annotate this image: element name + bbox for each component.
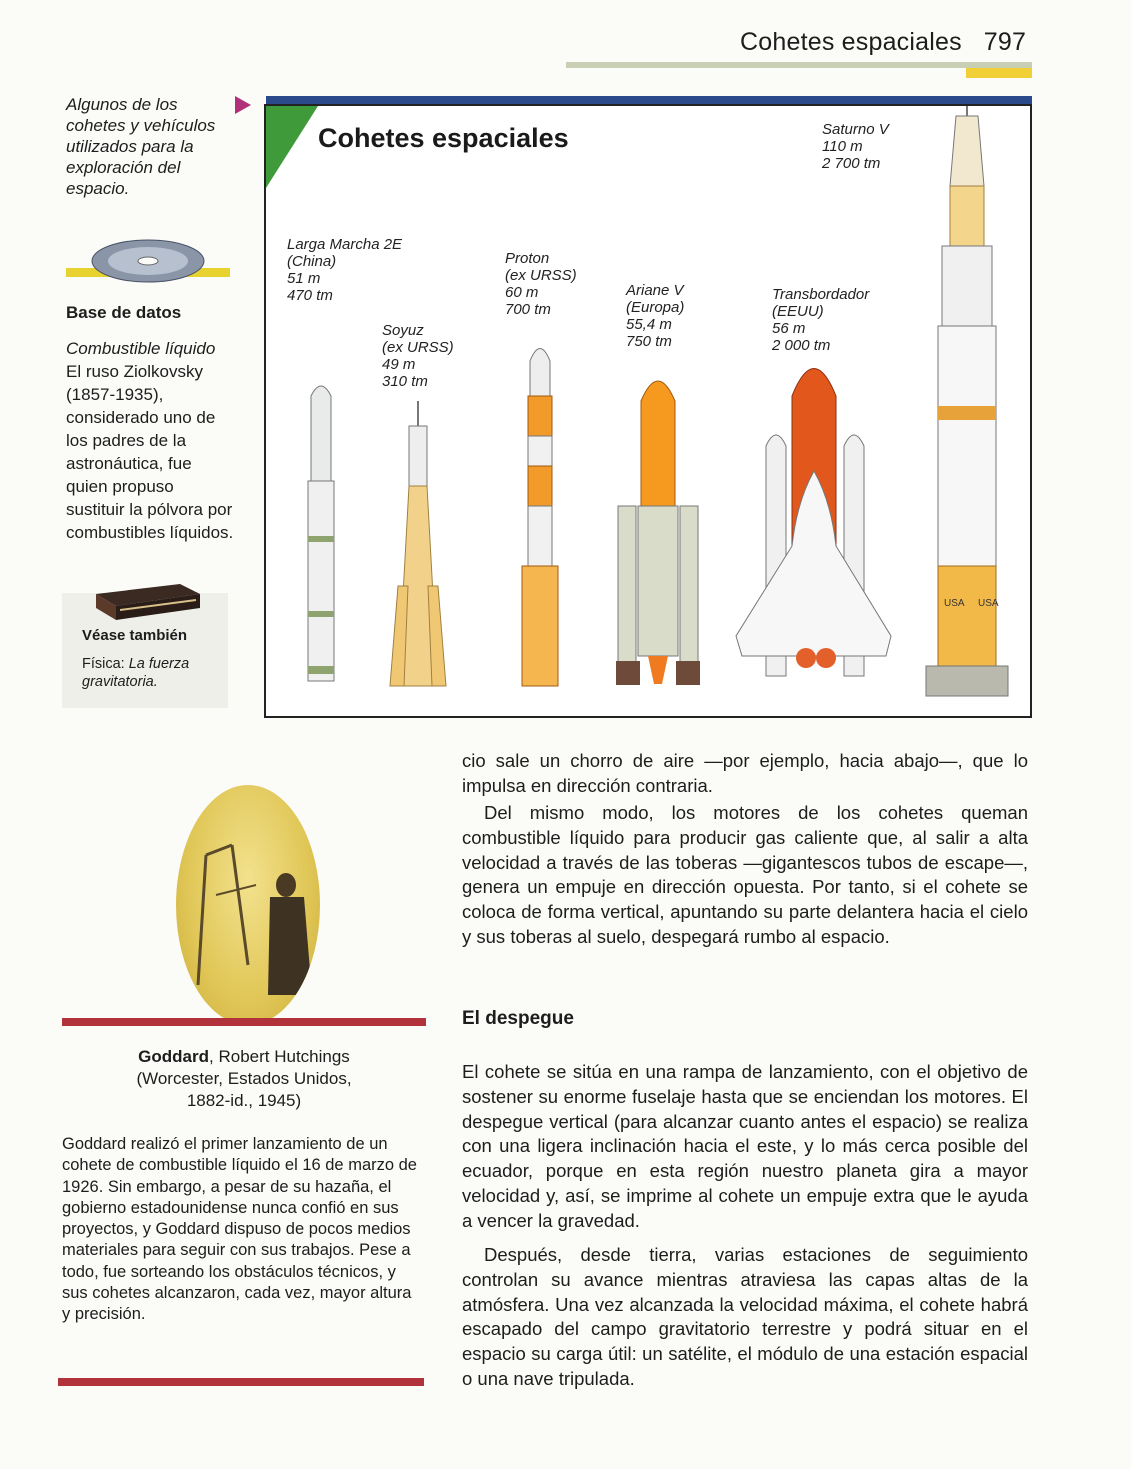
database-lead: Combustible líquido — [66, 339, 216, 358]
figure-top-rule — [266, 96, 1032, 104]
paragraph-4: Después, desde tierra, varias estaciones de seguimiento controlan su avance mientras atraviesa las capas altas de la atmósfera. Una vez alcanzada la velocidad máxima, el cohete habrá escapado del campo gravitatorio terrestre y podrá situar en el espacio su carga útil: un satélite, el módulo de una estación espacial o una nave tripulada. — [462, 1244, 1028, 1389]
goddard-portrait — [176, 785, 320, 1025]
figure-caption: Algunos de los cohetes y vehículos utilizados para la exploración del espacio. — [66, 95, 216, 198]
header-accent-rule — [966, 68, 1032, 78]
portrait-rule — [62, 1018, 426, 1026]
rocket-illustration — [266, 106, 1030, 716]
goddard-text: Goddard realizó el primer lanzamiento de un cohete de combustible líquido el 16 de marzo de 1926. Sin embargo, a pesar de su hazaña, el gobierno estadounidense nunca confió en sus proyectos, y Goddard dispuso de pocos medios materiales para seguir con sus trabajos. Pese a todo, fue sorteando los obstáculos técnicos, y sus cohetes alcanzaron, cada vez, mayor altura y precisión. — [62, 1135, 417, 1324]
rocket-shuttle — [736, 369, 891, 677]
see-also-link[interactable]: La fuerza gravitatoria. — [82, 656, 190, 690]
rocket-saturn-v — [926, 106, 1008, 696]
see-also-text: Física: La fuerza gravitatoria. — [82, 656, 190, 690]
figure-title: Cohetes espaciales — [318, 123, 569, 153]
cd-icon — [90, 238, 206, 284]
see-also-title: Véase también — [82, 627, 188, 644]
label-soyuz: Soyuz (ex URSS) 49 m 310 tm — [382, 322, 454, 390]
rocket-larga-marcha — [308, 386, 334, 681]
goddard-bottom-rule — [58, 1378, 424, 1386]
label-larga-marcha: Larga Marcha 2E (China) 51 m 470 tm — [287, 236, 403, 304]
header-rule — [566, 62, 1032, 68]
rocket-figure — [264, 104, 1032, 718]
running-head — [740, 28, 1026, 57]
section-name: Cohetes espaciales — [740, 28, 962, 56]
label-saturn-v: Saturno V 110 m 2 700 tm — [822, 121, 889, 172]
paragraph-1: cio sale un chorro de aire —por ejemplo, hacia abajo—, que lo impulsa en dirección contraria. — [462, 750, 1028, 796]
portrait-photo — [176, 785, 320, 1025]
label-ariane-v: Ariane V (Europa) 55,4 m 750 tm — [626, 282, 685, 350]
database-body — [66, 337, 234, 544]
goddard-heading: Goddard, Robert Hutchings (Worcester, Estados Unidos, 1882-id., 1945) — [136, 1047, 352, 1110]
rocket-proton — [522, 349, 558, 687]
page-number: 797 — [983, 28, 1027, 56]
rocket-soyuz — [390, 401, 446, 686]
database-text: El ruso Ziolkovsky (1857-1935), considerado uno de los padres de la astronáutica, fue quien propuso sustituir la pólvora por combustibles líquidos. — [66, 362, 234, 542]
usa-marking-right: USA — [978, 598, 999, 609]
usa-marking-left: USA — [944, 598, 965, 609]
book-icon — [92, 580, 204, 624]
section-heading: El despegue — [462, 1008, 574, 1029]
paragraph-3: El cohete se sitúa en una rampa de lanzamiento, con el objetivo de sostener su enorme fuselaje hasta que se enciendan los motores. El despegue vertical (para alcanzar cuanto antes el espacio) se realiza con una ligera inclinación hacia el este, y lo más cerca posible del ecuador, porque en esta región nuestro planeta gira a mayor velocidad y, así, se imprime al cohete un empuje extra que le ayuda a vencer la gravedad. — [462, 1061, 1028, 1231]
database-title: Base de datos — [66, 303, 182, 322]
green-corner-mark — [266, 106, 318, 188]
caption-arrow-icon — [235, 96, 251, 114]
paragraph-2: Del mismo modo, los motores de los cohetes queman combustible líquido para producir gas caliente que, al salir a alta velocidad a través de las toberas —gigantescos tubos de escape—, genera un empuje en dirección opuesta. Por tanto, si el cohete se coloca de forma vertical, apuntando su parte delantera hacia el cielo y sus toberas al suelo, despegará rumbo al espacio. — [462, 802, 1028, 947]
rocket-ariane-v — [616, 381, 700, 685]
label-shuttle: Transbordador (EEUU) 56 m 2 000 tm — [772, 286, 870, 354]
label-proton: Proton (ex URSS) 60 m 700 tm — [505, 250, 577, 318]
